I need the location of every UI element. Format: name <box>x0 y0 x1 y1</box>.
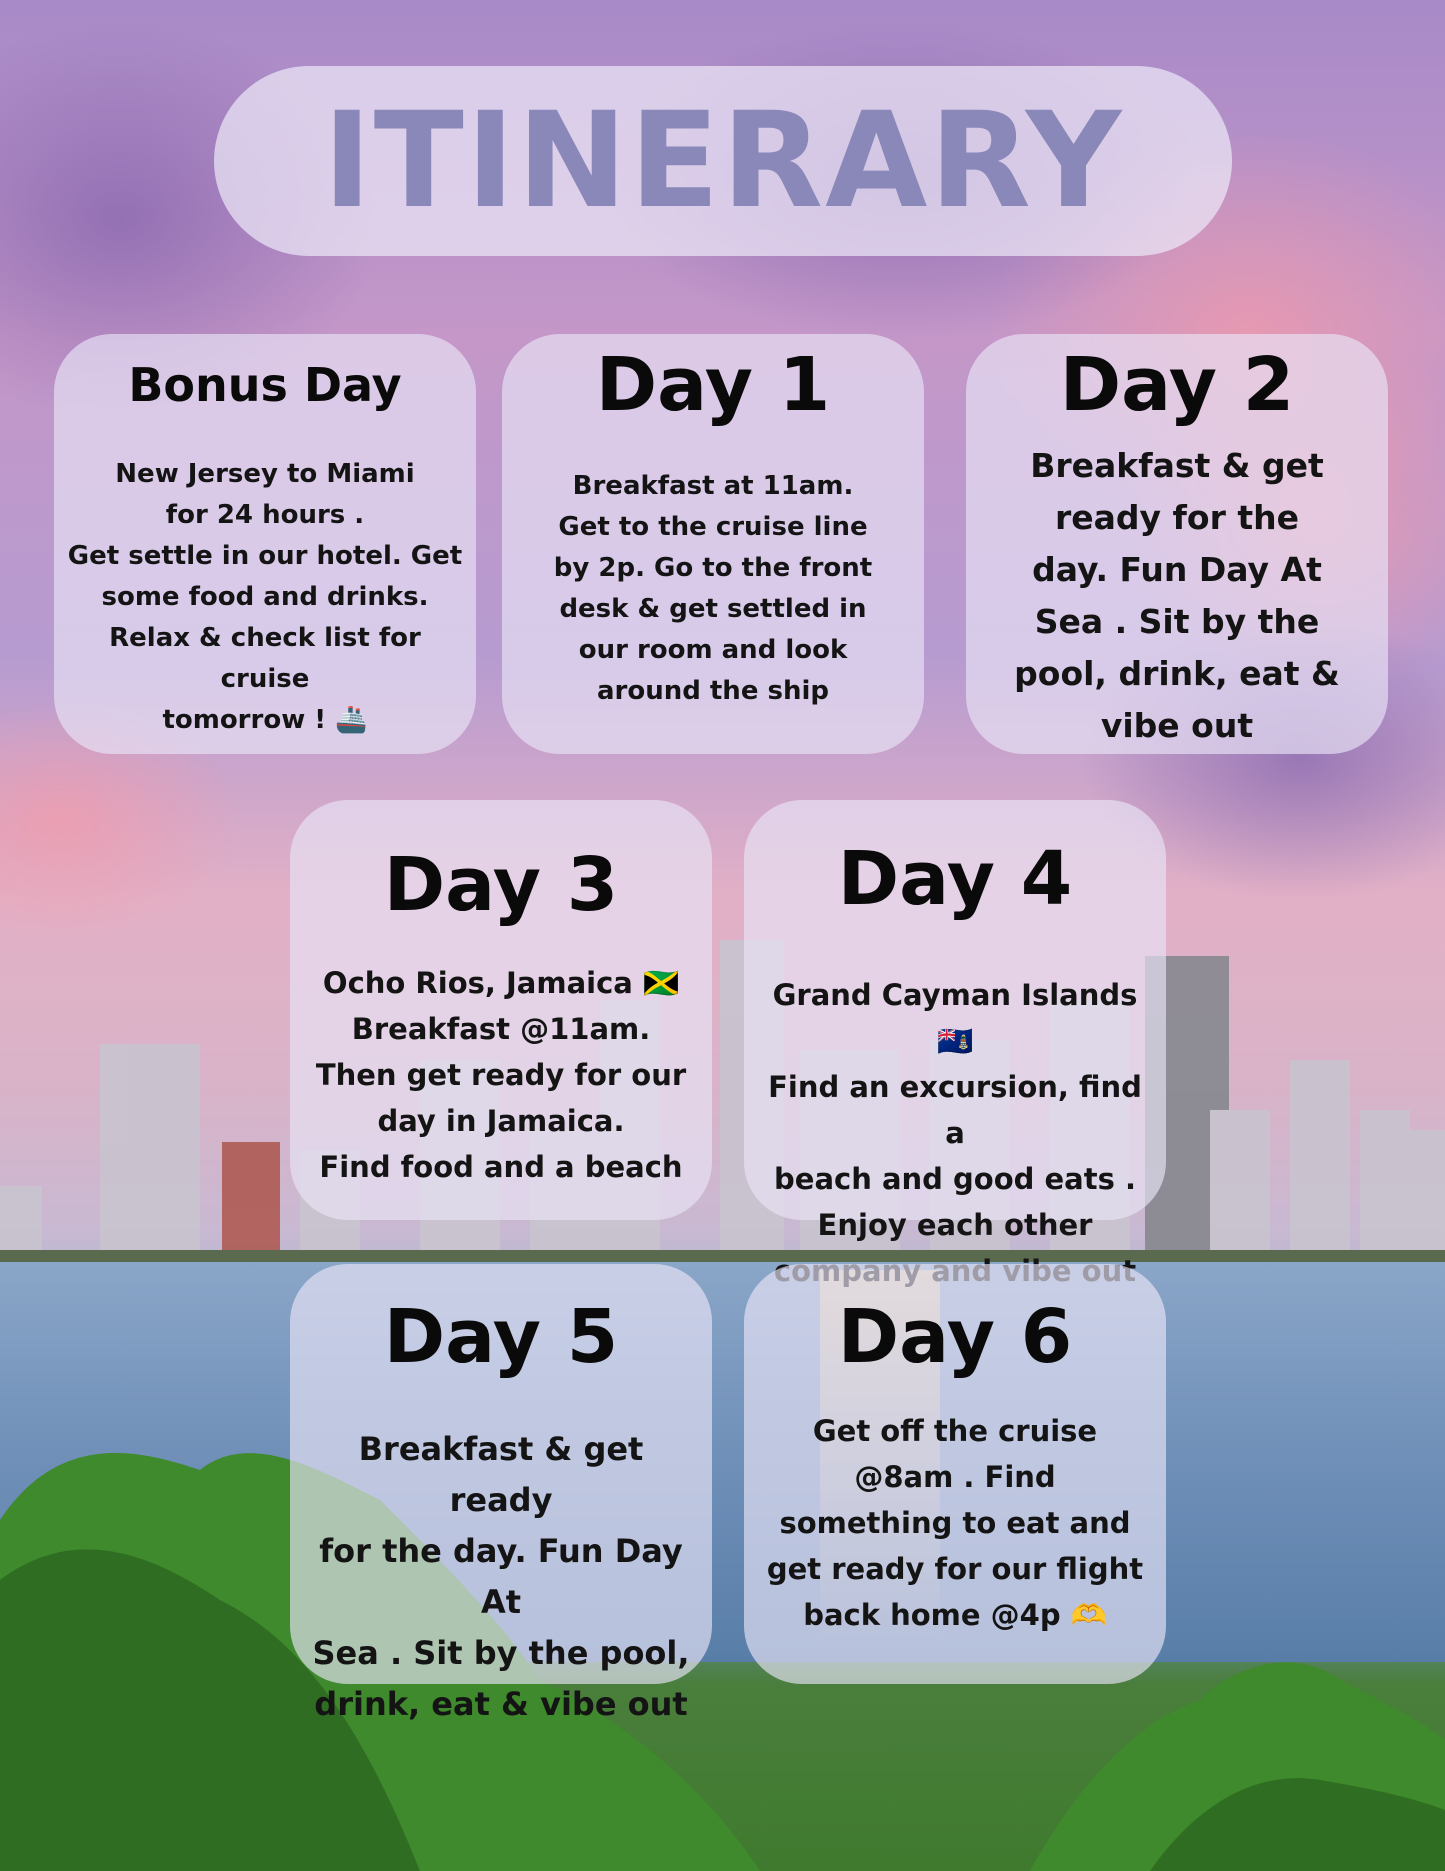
card-title: Day 6 <box>837 1294 1073 1380</box>
card-body: Breakfast & get ready for the day. Fun Day At Sea . Sit by the pool, drink, eat & vibe out <box>1014 446 1340 745</box>
card-day-5 <box>290 1264 712 1723</box>
card-bonus-day <box>54 334 476 754</box>
card-body: Breakfast at 11am. Get to the cruise line by 2p. Go to the front desk & get settled in our room and look around the ship <box>553 471 873 706</box>
card-title: Day 5 <box>383 1294 619 1380</box>
title-banner <box>214 66 1232 256</box>
card-body: Grand Cayman Islands 🇰🇾 Find an excursion, find a beach and good eats . Enjoy each other <box>768 978 1142 1242</box>
card-body: Ocho Rios, Jamaica 🇯🇲 Breakfast @11am. Then get ready for our day in Jamaica. Find food and a beach <box>315 966 687 1184</box>
card-day-6 <box>744 1264 1166 1684</box>
card-title: Bonus Day <box>128 358 402 412</box>
card-day-2 <box>966 334 1388 754</box>
card-day-4 <box>744 800 1166 1242</box>
card-body: Get off the cruise @8am . Find something to eat and get ready for our flight back home @4p 🫶 <box>766 1414 1144 1632</box>
page-title: ITINERARY <box>322 84 1124 238</box>
card-body: Breakfast & get ready for the day. Fun Day At Sea . Sit by the pool, drink, eat & vibe out <box>312 1430 690 1723</box>
card-body: New Jersey to Miami for 24 hours . Get settle in our hotel. Get some food and drinks. Relax & check list for cruise tomorrow ! 🚢 <box>67 459 463 735</box>
card-day-1 <box>502 334 924 754</box>
card-day-3 <box>290 800 712 1220</box>
card-title: Day 1 <box>595 342 831 428</box>
card-title: Day 2 <box>1059 342 1295 428</box>
card-title: Day 4 <box>837 836 1073 922</box>
card-title: Day 3 <box>383 842 619 928</box>
